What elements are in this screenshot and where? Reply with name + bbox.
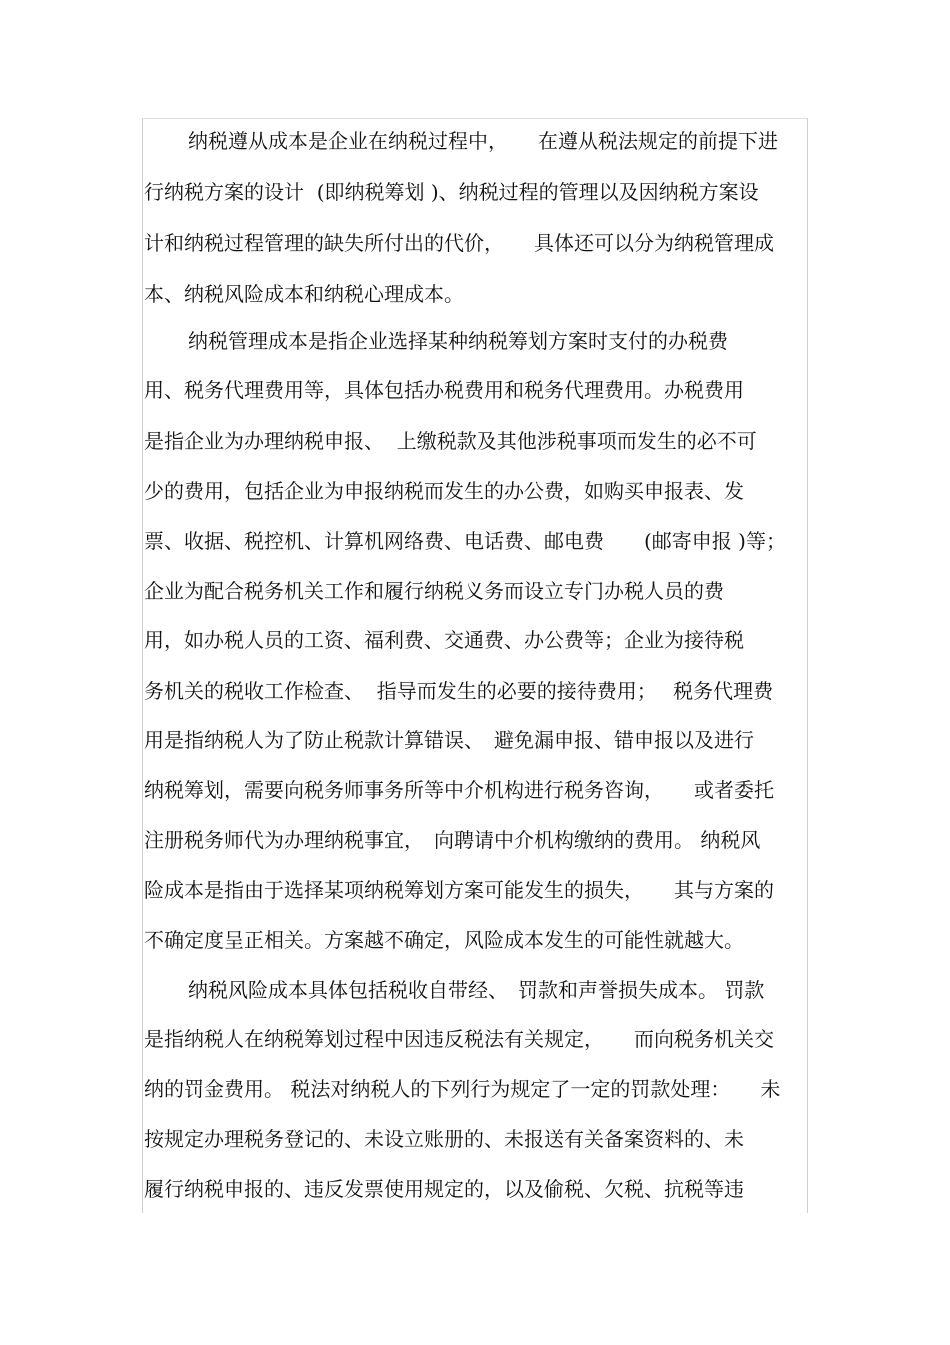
paragraph-3-line-1: 纳税风险成本具体包括税收自带经、 罚款和声誉损失成本。 罚款	[188, 978, 765, 1002]
paragraph-1-line-3: 计和纳税过程管理的缺失所付出的代价， 具体还可以分为纳税管理成	[144, 231, 774, 255]
paragraph-2-line-2: 用、税务代理费用等，具体包括办税费用和税务代理费用。办税费用	[144, 378, 744, 402]
paragraph-2-line-5: 票、收据、税控机、计算机网络费、电话费、邮电费 (邮寄申报 )等；	[144, 529, 786, 553]
paragraph-3-line-4: 按规定办理税务登记的、未设立账册的、未报送有关备案资料的、未	[144, 1127, 744, 1151]
paragraph-2-line-6: 企业为配合税务机关工作和履行纳税义务而设立专门办税人员的费	[144, 579, 724, 603]
paragraph-2-line-7: 用，如办税人员的工资、福利费、交通费、办公费等；企业为接待税	[144, 628, 744, 652]
paragraph-2-line-12: 险成本是指由于选择某项纳税筹划方案可能发生的损失， 其与方案的	[144, 878, 774, 902]
paragraph-2-line-13: 不确定度呈正相关。方案越不确定，风险成本发生的可能性就越大。	[144, 928, 744, 952]
paragraph-2-line-10: 纳税筹划，需要向税务师事务所等中介机构进行税务咨询， 或者委托	[144, 778, 774, 802]
paragraph-3-line-5: 履行纳税申报的、违反发票使用规定的，以及偷税、欠税、抗税等违	[144, 1177, 744, 1201]
paragraph-1-line-2: 行纳税方案的设计 (即纳税筹划 )、纳税过程的管理以及因纳税方案设	[144, 180, 759, 204]
paragraph-1-line-1: 纳税遵从成本是企业在纳税过程中， 在遵从税法规定的前提下进	[188, 129, 778, 153]
paragraph-2-line-4: 少的费用，包括企业为申报纳税而发生的办公费，如购买申报表、发	[144, 479, 744, 503]
paragraph-3-line-2: 是指纳税人在纳税筹划过程中因违反税法有关规定， 而向税务机关交	[144, 1027, 774, 1051]
paragraph-1-line-4: 本、纳税风险成本和纳税心理成本。	[144, 282, 464, 306]
paragraph-2-line-1: 纳税管理成本是指企业选择某种纳税筹划方案时支付的办税费	[188, 329, 728, 353]
paragraph-2-line-3: 是指企业为办理纳税申报、 上缴税款及其他涉税事项而发生的必不可	[144, 429, 757, 453]
paragraph-2-line-9: 用是指纳税人为了防止税款计算错误、 避免漏申报、错申报以及进行	[144, 728, 754, 752]
paragraph-3-line-3: 纳的罚金费用。 税法对纳税人的下列行为规定了一定的罚款处理： 未	[144, 1077, 781, 1101]
paragraph-2-line-8: 务机关的税收工作检查、 指导而发生的必要的接待费用； 税务代理费	[144, 679, 774, 703]
paragraph-2-line-11: 注册税务师代为办理纳税事宜， 向聘请中介机构缴纳的费用。 纳税风	[144, 828, 761, 852]
